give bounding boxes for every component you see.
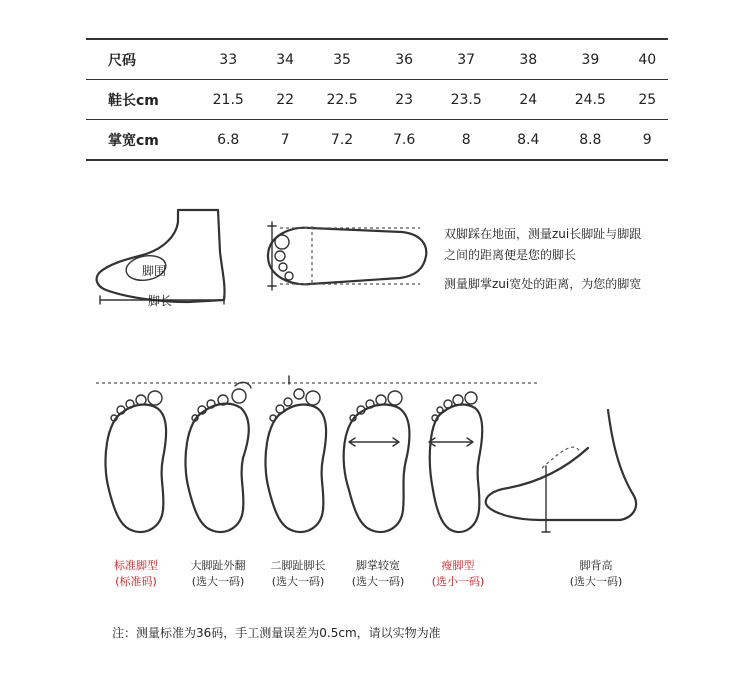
table-cell: 36	[378, 39, 430, 80]
foot-standard-icon	[105, 391, 166, 532]
row-label: 掌宽cm	[86, 120, 192, 161]
instruction-line-3: 测量脚掌zui宽处的距离，为您的脚宽	[444, 277, 642, 291]
foot-type-name: 二脚趾脚长	[270, 559, 326, 572]
foot-side-view-icon	[97, 210, 225, 304]
table-cell: 24	[502, 80, 554, 120]
foot-type-bunion	[178, 558, 258, 590]
table-cell: 7.2	[306, 120, 378, 161]
foot-type-advice: (选小一码)	[431, 575, 485, 588]
table-cell: 8.8	[554, 120, 626, 161]
table-cell: 9	[627, 120, 668, 161]
foot-type-name: 大脚趾外翻	[190, 559, 246, 572]
table-cell: 21.5	[192, 80, 264, 120]
table-cell: 39	[554, 39, 626, 80]
table-cell: 8	[430, 120, 502, 161]
foot-type-high-instep	[556, 558, 636, 590]
row-label: 鞋长cm	[86, 80, 192, 120]
foot-bunion-icon	[185, 382, 251, 532]
foot-high-instep-icon	[486, 410, 636, 532]
measurement-note: 注：测量标准为36码，手工测量误差为0.5cm，请以实物为准	[112, 626, 441, 640]
table-cell: 22.5	[306, 80, 378, 120]
foot-second-toe-icon	[265, 376, 326, 532]
row-label: 尺码	[86, 39, 192, 80]
length-label: 脚长	[148, 294, 173, 308]
foot-type-wide	[338, 558, 418, 590]
table-cell: 24.5	[554, 80, 626, 120]
table-cell: 34	[264, 39, 305, 80]
instruction-line-2: 之间的距离便是您的脚长	[444, 248, 577, 262]
foot-type-slim	[418, 558, 498, 590]
foot-type-advice: (选大一码)	[569, 575, 623, 588]
table-cell: 37	[430, 39, 502, 80]
foot-type-advice: (选大一码)	[351, 575, 405, 588]
foot-type-standard	[96, 558, 176, 590]
foot-type-advice: (选大一码)	[191, 575, 245, 588]
table-cell: 23	[378, 80, 430, 120]
table-cell: 38	[502, 39, 554, 80]
table-cell: 25	[627, 80, 668, 120]
foot-type-advice: (选大一码)	[271, 575, 325, 588]
foot-type-name: 脚掌较宽	[356, 559, 400, 572]
table-cell: 8.4	[502, 120, 554, 161]
table-cell: 7.6	[378, 120, 430, 161]
foot-type-name: 脚背高	[579, 559, 613, 572]
foot-type-name: 标准脚型	[114, 559, 158, 572]
table-cell: 6.8	[192, 120, 264, 161]
instruction-line-1: 双脚踩在地面，测量zui长脚趾与脚跟	[444, 227, 642, 241]
foot-type-advice: (标准码)	[115, 575, 157, 588]
girth-label: 脚围	[142, 264, 167, 278]
table-cell: 33	[192, 39, 264, 80]
table-cell: 23.5	[430, 80, 502, 120]
table-cell: 22	[264, 80, 305, 120]
table-cell: 40	[627, 39, 668, 80]
foot-wide-icon	[344, 391, 410, 532]
table-cell: 7	[264, 120, 305, 161]
foot-type-second-toe	[258, 558, 338, 590]
foot-top-view-icon	[268, 222, 426, 290]
table-cell: 35	[306, 39, 378, 80]
foot-slim-icon	[429, 392, 482, 532]
foot-type-name: 瘦脚型	[441, 559, 475, 572]
